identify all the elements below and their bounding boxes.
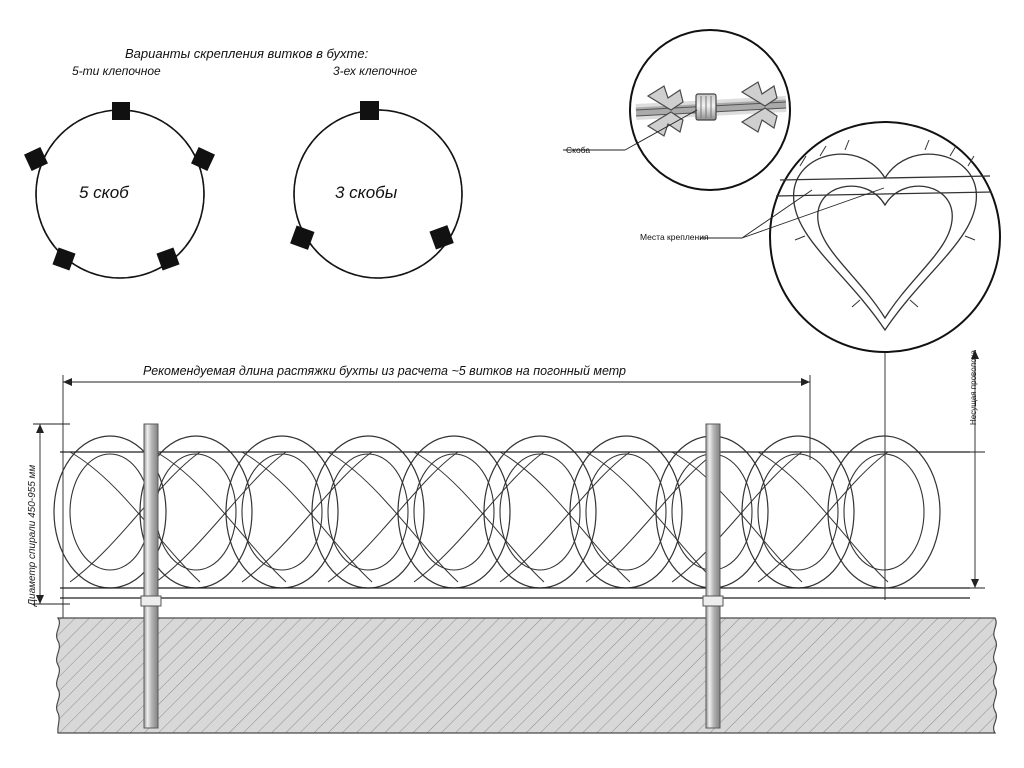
length-note-label: Рекомендуемая длина растяжки бухты из расчета ~5 витков на погонный метр [143, 364, 627, 378]
detail-zoom-clip [563, 30, 790, 190]
callout-mount-label: Места крепления [640, 232, 709, 242]
carrier-wire-label: Несущая проволока [969, 350, 978, 425]
callout-clip-label: Скоба [566, 145, 591, 155]
diameter-label: Диаметр спирали 450-955 мм [27, 464, 38, 606]
coil-option-5-label: 5-ти клепочное [72, 64, 161, 78]
coil-caption-3-clips: 3 скобы [335, 183, 398, 202]
razor-wire-coils [54, 436, 970, 598]
clip-marker [290, 101, 454, 250]
diameter-dimension [33, 424, 70, 604]
coil-section-title: Варианты скрепления витков в бухте: [125, 46, 369, 61]
coil-caption-5-clips: 5 скоб [79, 183, 129, 202]
wall-block [57, 618, 997, 733]
coil-option-3-label: 3-ех клепочное [333, 64, 418, 78]
